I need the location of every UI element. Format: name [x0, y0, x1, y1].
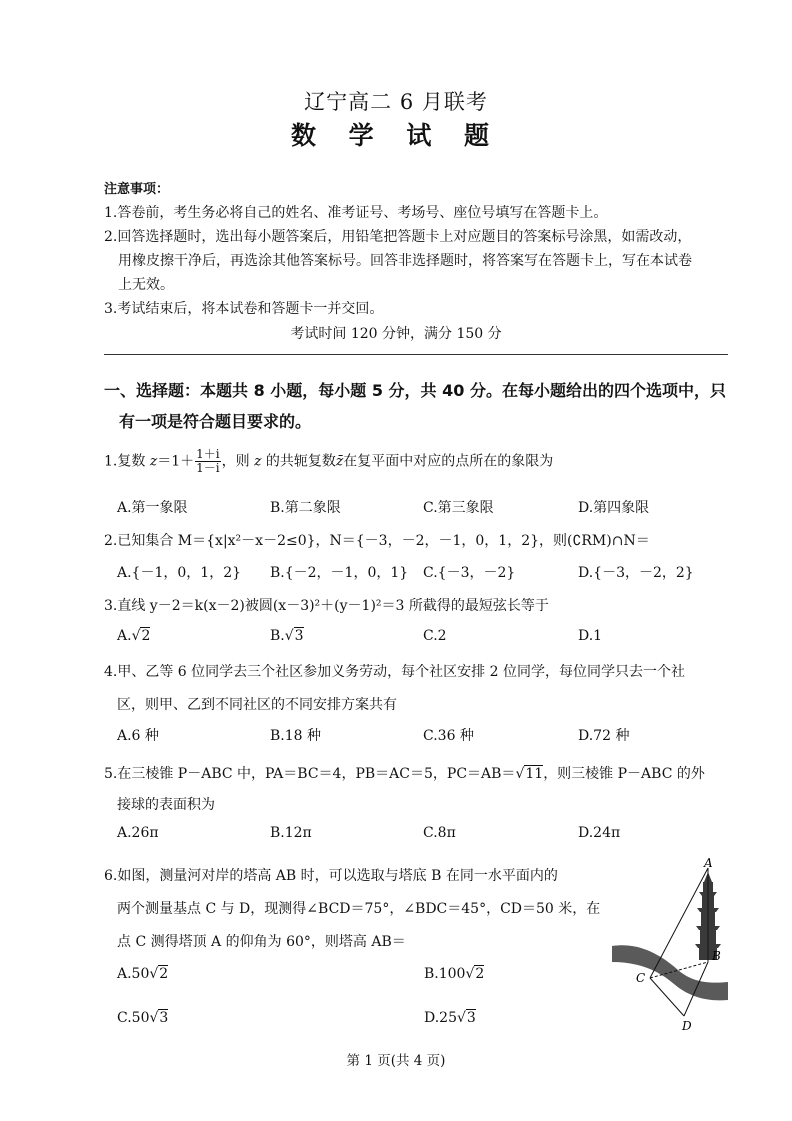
- fraction: $\frac{1+i}{1-i}$: [196, 447, 220, 475]
- section-title-line-2: 有一项是符合题目要求的。: [119, 412, 312, 431]
- q6-option-a: A.50√2: [117, 966, 169, 982]
- question-3-stem: 3.直线 y－2＝k(x－2)被圆(x－3)²＋(y－1)²＝3 所截得的最短弦长等于: [104, 598, 549, 614]
- q2-option-b: B.{－2，－1，0，1}: [270, 565, 409, 581]
- notice-line-2: 2.回答选择题时，选出每小题答案后，用铅笔把答题卡上对应题目的答案标号涂黑，如需改动，: [104, 229, 692, 245]
- q6-option-d: D.25√3: [424, 1010, 476, 1026]
- question-4-stem-line-2: 区，则甲、乙到不同社区的不同安排方案共有: [117, 697, 397, 713]
- exam-title: 辽宁高二 6 月联考: [304, 90, 488, 114]
- question-4-stem-line-1: 4.甲、乙等 6 位同学去三个社区参加义务劳动，每个社区安排 2 位同学，每位同学只去一个社: [104, 664, 685, 680]
- q6-option-b: B.100√2: [424, 966, 485, 982]
- notice-line-5: 3.考试结束后，将本试卷和答题卡一并交回。: [104, 301, 384, 317]
- q5-option-b: B.12π: [270, 825, 312, 841]
- q4-option-a: A.6 种: [117, 728, 159, 744]
- notice-line-4: 上无效。: [118, 277, 174, 293]
- q3-option-b: B.√3: [270, 628, 304, 644]
- q2-option-d: D.{－3，－2，2}: [578, 565, 694, 581]
- question-5-stem-line-2: 接球的表面积为: [117, 797, 215, 813]
- q3-option-d: D.1: [578, 628, 603, 644]
- label-a: A: [704, 858, 713, 870]
- q2-option-c: C.{－3，－2}: [423, 565, 516, 581]
- q1-option-d: D.第四象限: [578, 500, 650, 516]
- line-ac: [650, 868, 708, 978]
- notice-line-3: 用橡皮擦干净后，再选涂其他答案标号。回答非选择题时，将答案写在答题卡上，写在本试卷: [118, 253, 692, 269]
- divider: [104, 354, 728, 355]
- q3-option-c: C.2: [423, 628, 447, 644]
- q3-option-a: A.√2: [117, 628, 151, 644]
- subject-title: 数 学 试 题: [290, 121, 502, 150]
- q4-option-c: C.36 种: [423, 728, 474, 744]
- q5-option-a: A.26π: [117, 825, 159, 841]
- notice-heading: 注意事项：: [104, 182, 170, 197]
- q4-option-b: B.18 种: [270, 728, 322, 744]
- label-b: B: [712, 949, 721, 963]
- q4-option-d: D.72 种: [578, 728, 630, 744]
- question-2-stem: 2.已知集合 M＝{x|x²－x－2≤0}，N＝{－3，－2，－1，0，1，2}，则(∁RM)∩N＝: [104, 533, 650, 549]
- q2-option-a: A.{－1，0，1，2}: [117, 565, 242, 581]
- q5-option-c: C.8π: [423, 825, 456, 841]
- question-1-stem: 1.复数 z＝1＋ $\frac{1+i}{1-i}$ ，则 z 的共轭复数z̄在复平面中对应的点所在的象限为: [104, 447, 554, 475]
- label-c: C: [636, 971, 646, 985]
- notice-line-1: 1.答卷前，考生务必将自己的姓名、准考证号、考场号、座位号填写在答题卡上。: [104, 205, 608, 221]
- question-5-stem-line-1: 5.在三棱锥 P－ABC 中，PA＝BC＝4，PB＝AC＝5，PC＝AB＝√11，则三棱锥 P－ABC 的外: [104, 766, 705, 782]
- q1-option-a: A.第一象限: [117, 500, 188, 516]
- tower-figure: [608, 858, 732, 1034]
- question-6-stem-line-1: 6.如图，测量河对岸的塔高 AB 时，可以选取与塔底 B 在同一水平面内的: [104, 868, 558, 884]
- q6-option-c: C.50√3: [117, 1010, 169, 1026]
- q5-option-d: D.24π: [578, 825, 621, 841]
- question-6-stem-line-2: 两个测量基点 C 与 D，现测得∠BCD＝75°，∠BDC＝45°，CD＝50 米，在: [117, 901, 601, 917]
- page-number: 第 1 页(共 4 页): [346, 1053, 446, 1069]
- q1-option-c: C.第三象限: [423, 500, 494, 516]
- label-d: D: [682, 1019, 692, 1033]
- exam-time-info: 考试时间 120 分钟，满分 150 分: [290, 326, 502, 342]
- q1-option-b: B.第二象限: [270, 500, 341, 516]
- question-6-stem-line-3: 点 C 测得塔顶 A 的仰角为 60°，则塔高 AB＝: [117, 934, 406, 950]
- section-title-line-1: 一、选择题：本题共 8 小题，每小题 5 分，共 40 分。在每小题给出的四个选项中，只: [104, 381, 726, 400]
